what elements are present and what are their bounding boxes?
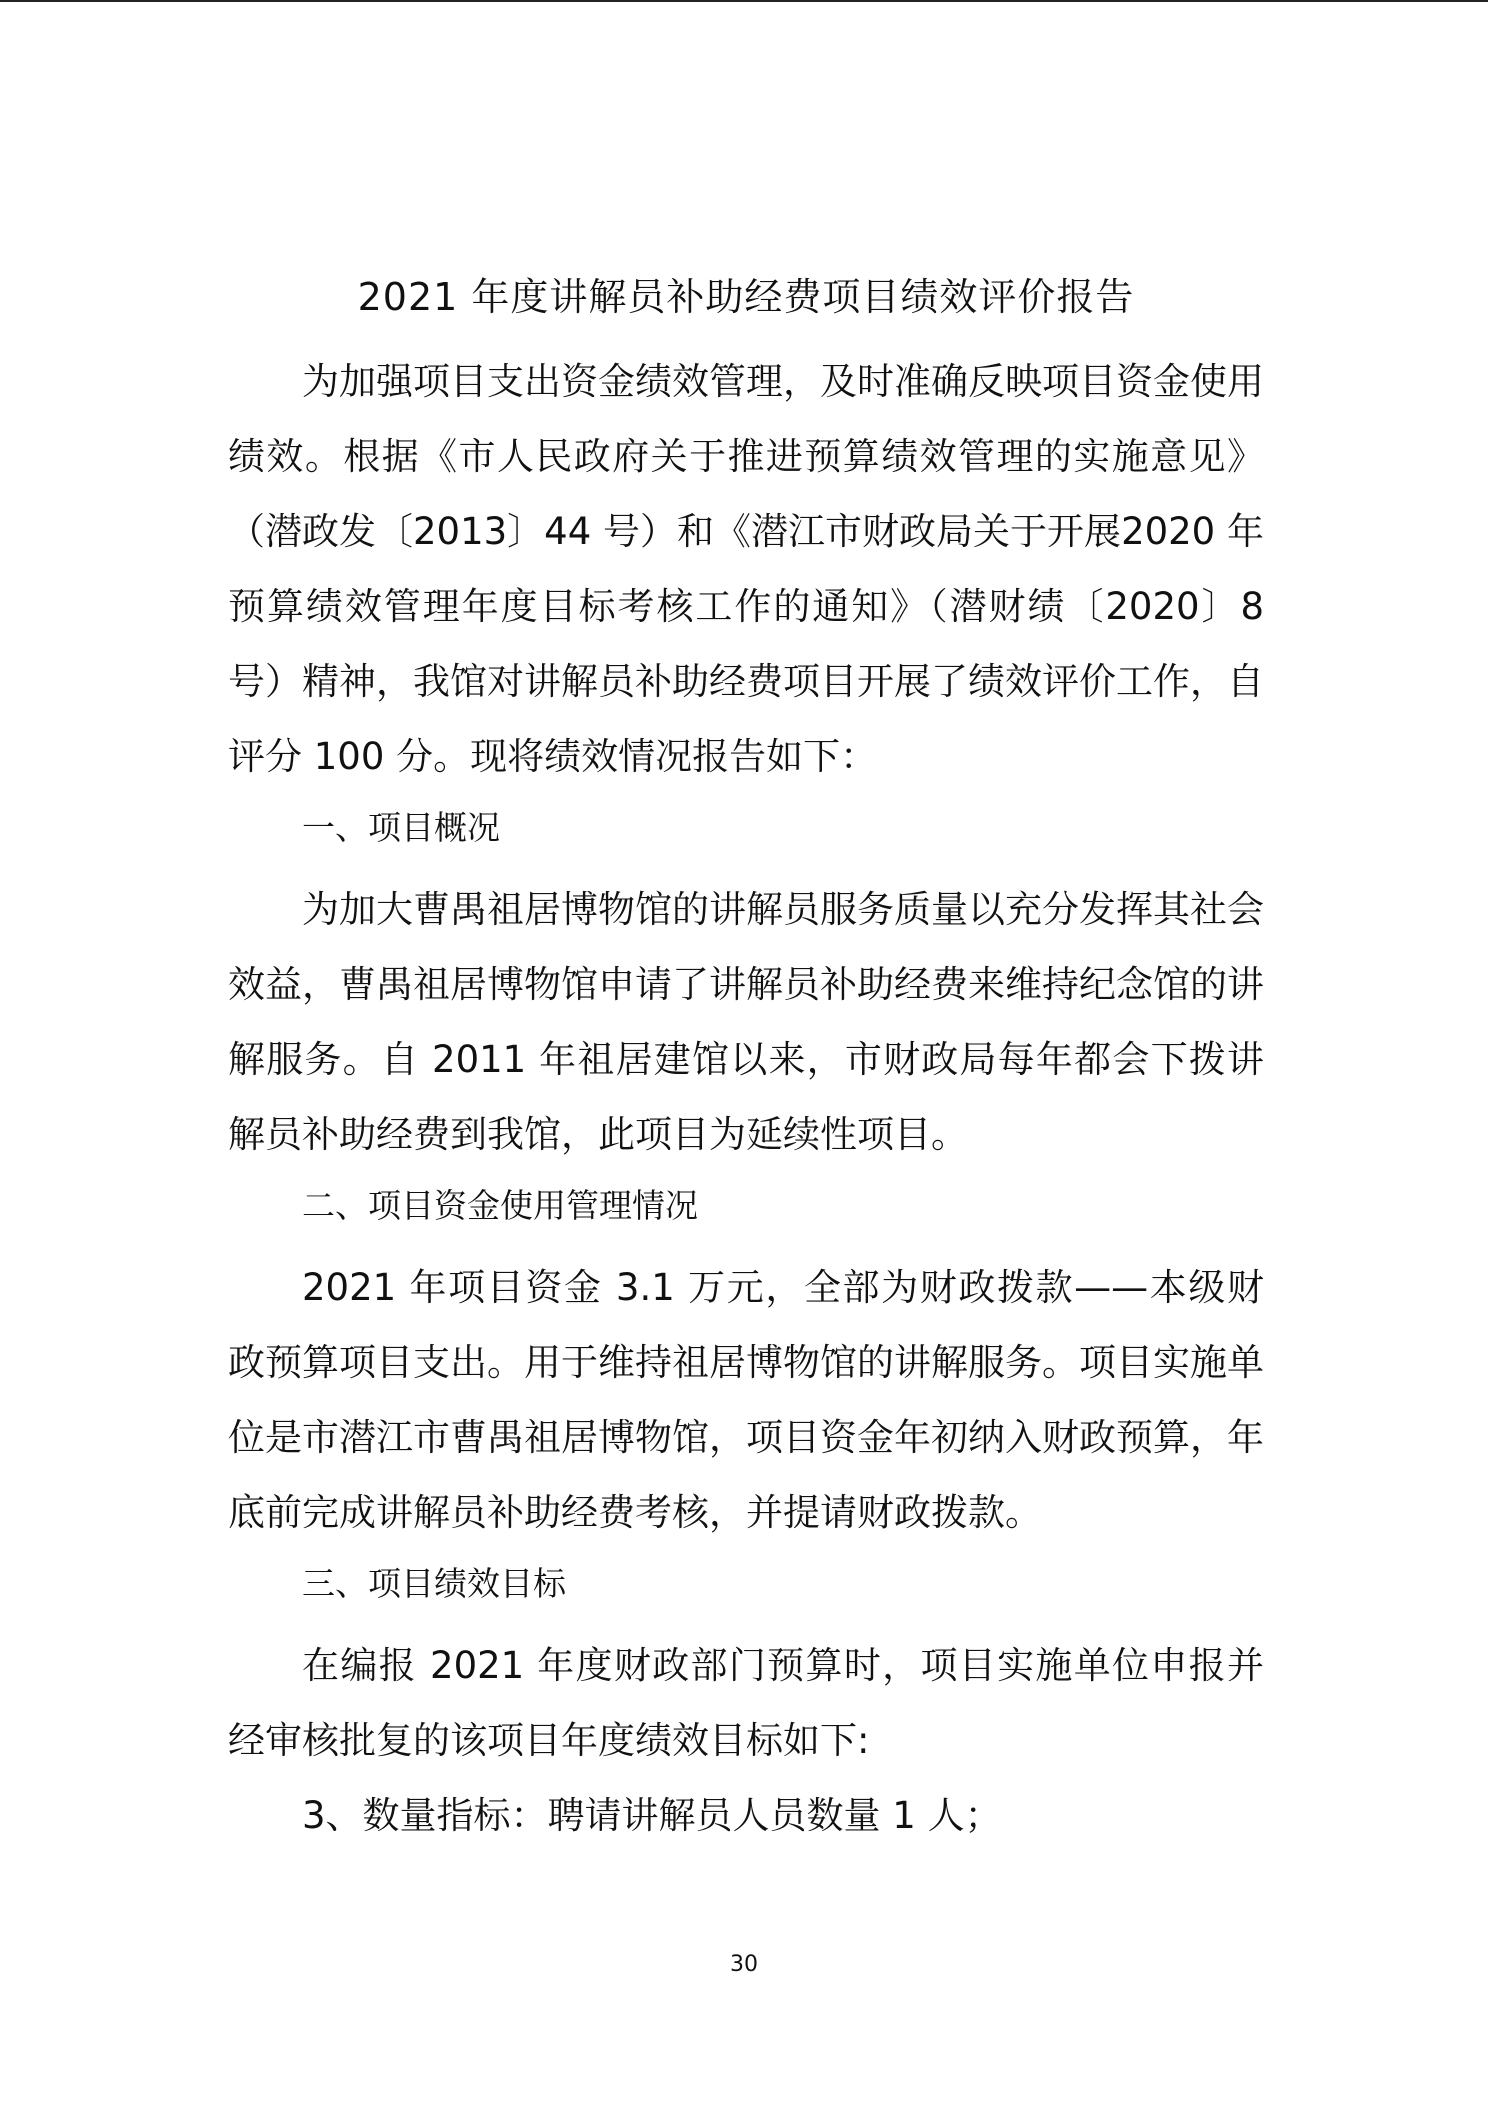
section-body-funds: 2021 年项目资金 3.1 万元，全部为财政拨款——本级财政预算项目支出。用于维持祖居博物馆的讲解服务。项目实施单位是市潜江市曹禺祖居博物馆，项目资金年初纳入财政预算，年底前完成讲解员补助经费考核，并提请财政拨款。 — [228, 1266, 1264, 1534]
section-body-targets: 在编报 2021 年度财政部门预算时，项目实施单位申报并经审核批复的该项目年度绩效目标如下: — [228, 1644, 1264, 1762]
intro-paragraph: 为加强项目支出资金绩效管理，及时准确反映项目资金使用绩效。根据《市人民政府关于推进预算绩效管理的实施意见》（潜政发〔2013〕44 号）和《潜江市财政局关于开展2020 年预算绩效管理年度目标考核工作的通知》（潜财绩〔2020〕8 号）精神，我馆对讲解员补助经费项目开展了绩效评价工作，自评分 100 分。现将绩效情况报告如下： — [228, 360, 1264, 778]
section-body-overview: 为加大曹禺祖居博物馆的讲解员服务质量以充分发挥其社会效益，曹禺祖居博物馆申请了讲解员补助经费来维持纪念馆的讲解服务。自 2011 年祖居建馆以来，市财政局每年都会下拨讲解员补助经费到我馆，此项目为延续性项目。 — [228, 888, 1264, 1156]
section-heading-targets: 三、项目绩效目标 — [302, 1564, 566, 1603]
page-number: 30 — [730, 1952, 758, 1977]
document-body — [228, 262, 1264, 1853]
section-heading-overview: 一、项目概况 — [302, 808, 500, 847]
page-top-border — [0, 0, 1488, 2]
document-title: 2021 年度讲解员补助经费项目绩效评价报告 — [357, 275, 1135, 319]
section-heading-funds: 二、项目资金使用管理情况 — [302, 1186, 698, 1225]
quantity-indicator: 3、数量指标：聘请讲解员人员数量 1 人； — [302, 1794, 1002, 1837]
